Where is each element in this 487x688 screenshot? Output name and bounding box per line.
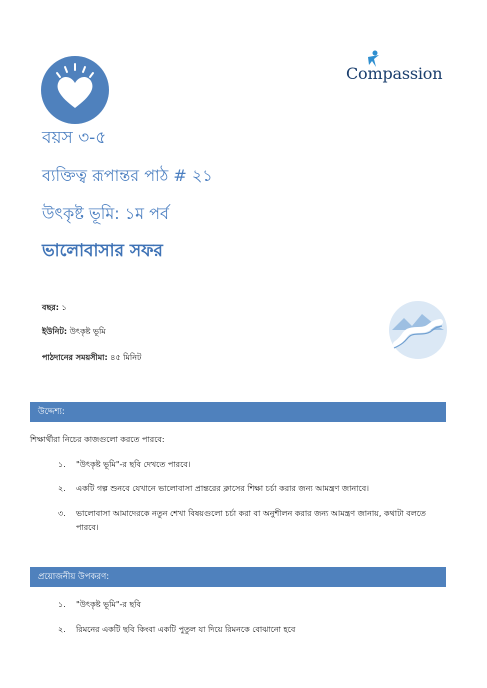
list-item-text: একটি গল্প শুনবে যেখানে ভালোবাসা প্রান্তরের ক্লাসের শিক্ষা চর্চা করার জন্য আমন্ত্রণ জানাবে।	[76, 484, 370, 493]
meta-time-value: ৪৫ মিনিট	[110, 353, 142, 362]
list-item-number: ২.	[58, 484, 66, 493]
age-title: বয়স ৩-৫	[42, 128, 107, 148]
objectives-intro: শিক্ষার্থীরা নিচের কাজগুলো করতে পারবে:	[30, 435, 165, 444]
meta-year-label: বছর:	[42, 303, 59, 312]
list-item-text: "উৎকৃষ্ট ভূমি"-র ছবি	[76, 600, 141, 609]
lesson-name-title: ভালোবাসার সফর	[42, 241, 163, 261]
meta-year-value: ১	[61, 303, 67, 312]
meta-year	[42, 302, 67, 315]
list-item-text: ভালোবাসা আমাদেরকে নতুন শেখা বিষয়গুলো চর্চা করা বা অনুশীলন করার জন্য আমন্ত্রণ জানায়, কথাটা বলতে পারবে।	[76, 509, 426, 532]
meta-unit-label: ইউনিট:	[42, 327, 68, 336]
meta-time	[42, 352, 141, 365]
unit-part-title: উৎকৃষ্ট ভূমি: ১ম পর্ব	[42, 204, 169, 223]
list-item-text: "উৎকৃষ্ট ভূমি"-র ছবি দেখতে পারবে।	[76, 460, 191, 469]
compassion-logo	[346, 50, 446, 90]
list-item-number: ১.	[58, 460, 66, 469]
list-item-text: রিমনের একটি ছবি কিংবা একটি পুতুল যা দিয়ে রিমনকে বোঝানো হবে	[76, 625, 296, 634]
list-item-number: ১.	[58, 600, 66, 609]
meta-unit	[42, 326, 106, 339]
road-landscape-icon	[388, 300, 448, 360]
meta-time-label: পাঠদানের সময়সীমা:	[42, 353, 108, 362]
lesson-title: ব্যক্তিত্ব রূপান্তর পাঠ # ২১	[42, 166, 213, 185]
objectives-heading: উদ্দেশ্য:	[30, 402, 446, 422]
list-item-number: ২.	[58, 625, 66, 634]
meta-unit-value: উৎকৃষ্ট ভূমি	[69, 327, 106, 336]
heart-badge-icon	[41, 56, 109, 124]
list-item-number: ৩.	[58, 509, 66, 518]
logo-text: Compassion	[346, 64, 443, 83]
materials-heading: প্রয়োজনীয় উপকরণ:	[30, 567, 446, 587]
